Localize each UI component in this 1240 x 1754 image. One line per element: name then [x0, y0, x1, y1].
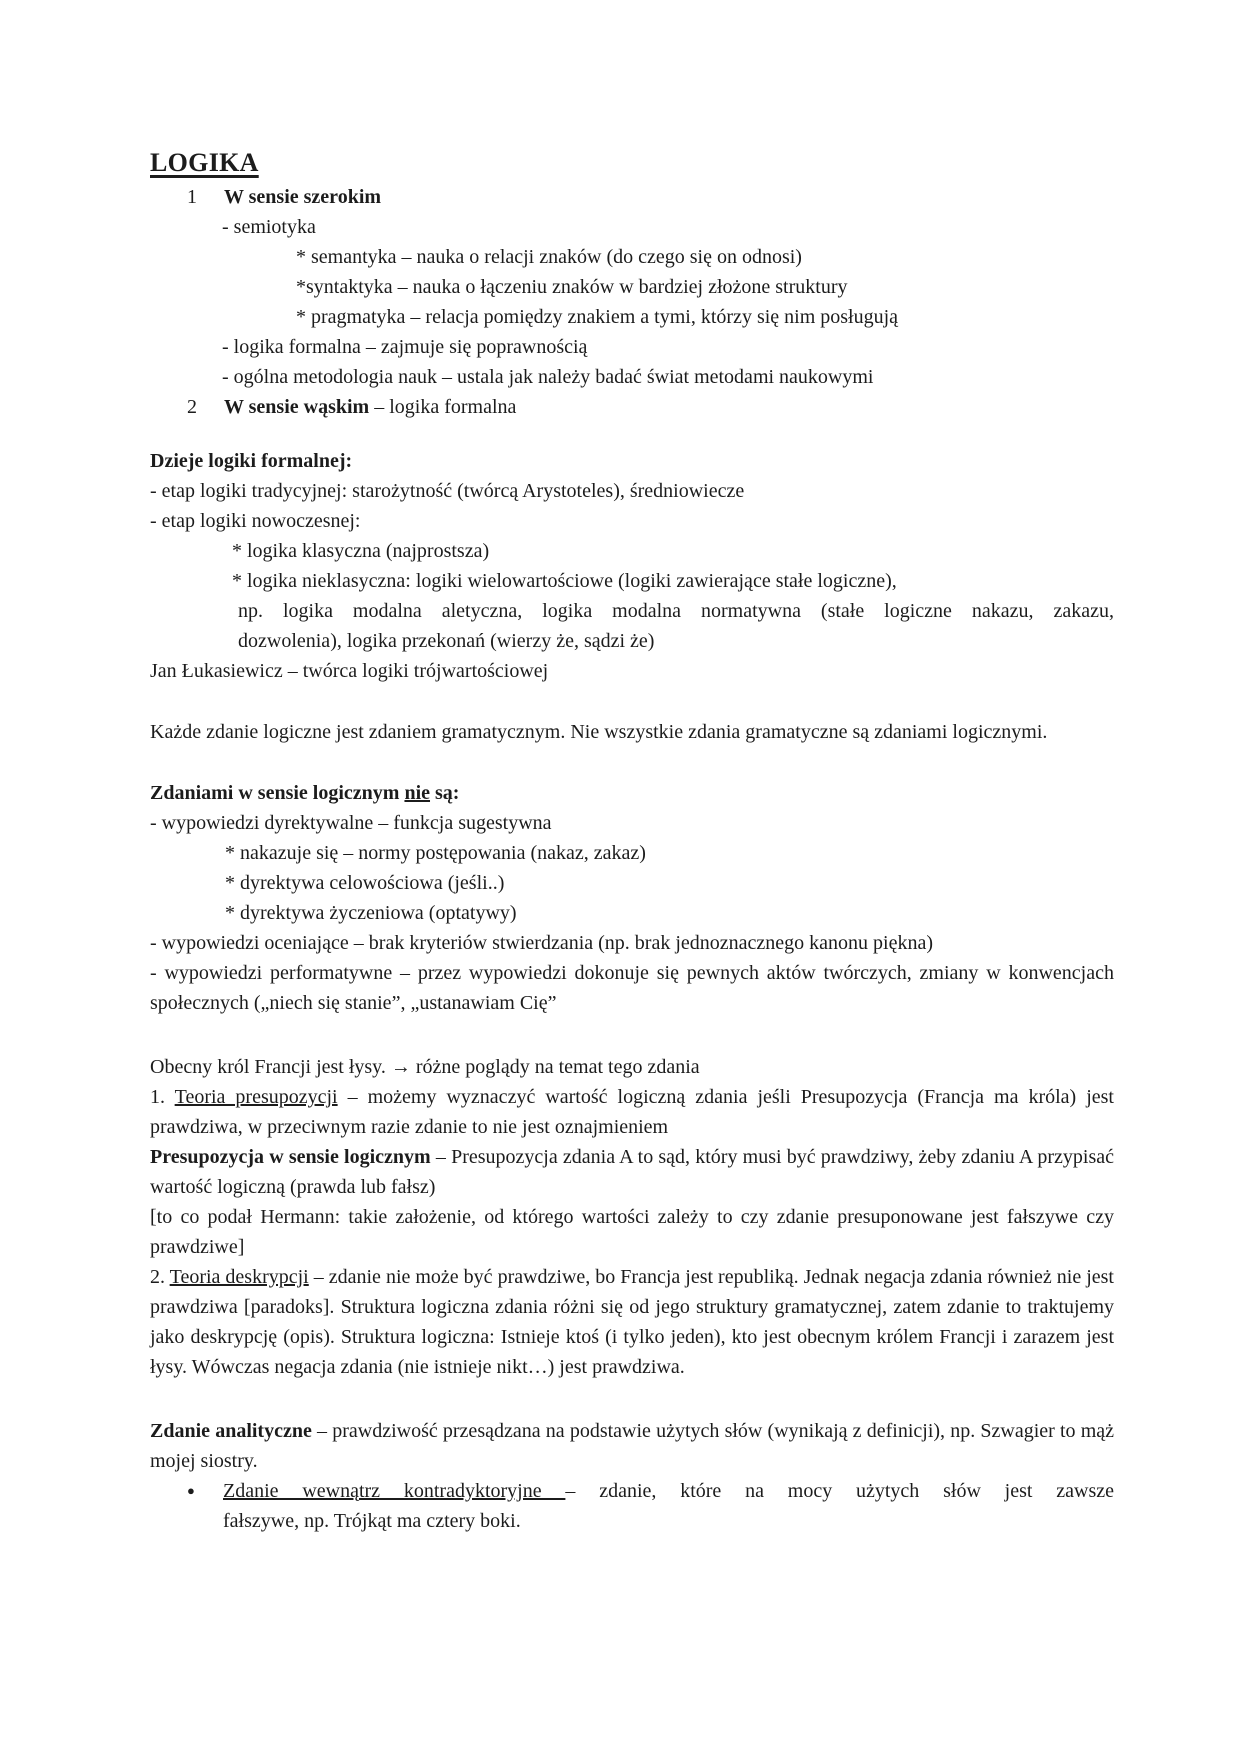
bullet-icon: ●: [187, 1483, 195, 1498]
paragraph-teoria-deskrypcji: [150, 1262, 1114, 1382]
teoria-2-title-underlined: Teoria deskrypcji: [169, 1266, 309, 1288]
teoria-2-number: 2.: [150, 1266, 170, 1288]
heading-pre: Zdaniami w sensie logicznym: [150, 782, 405, 804]
heading-nie-underlined: nie: [404, 782, 431, 804]
bullet-line-1: [223, 1476, 1114, 1506]
line-nieklasyczna-przyklady-1: np. logika modalna aletyczna, logika modalna normatywna (stałe logiczne nakazu, zakazu,: [238, 600, 1114, 622]
line-semantyka: * semantyka – nauka o relacji znaków (do czego się on odnosi): [296, 246, 802, 268]
list-label-waskim: [224, 392, 1114, 422]
bullet-lead-underlined: Zdanie wewnątrz kontradyktoryjne: [223, 1480, 566, 1502]
paragraph-teoria-presupozycji: [150, 1082, 1114, 1142]
numbered-item-1: [150, 182, 1114, 212]
line-semiotyka: - semiotyka: [222, 216, 316, 238]
line-dyrektywalne: - wypowiedzi dyrektywalne – funkcja sugestywna: [150, 812, 552, 834]
line-nakazuje-sie: * nakazuje się – normy postępowania (nakaz, zakaz): [225, 842, 646, 864]
paragraph-zdanie-analityczne: [150, 1416, 1114, 1476]
list-number: 1: [187, 186, 197, 208]
bullet-rest: – zdanie, które na mocy użytych słów jest zawsze: [565, 1480, 1114, 1502]
line-pragmatyka: * pragmatyka – relacja pomiędzy znakiem a tymi, którzy się nim posługują: [296, 306, 899, 328]
line-syntaktyka: *syntaktyka – nauka o łączeniu znaków w bardziej złożone struktury: [296, 276, 848, 298]
paragraph-presupozycja-definicja: [150, 1142, 1114, 1202]
presupozycja-lead-bold: Presupozycja w sensie logicznym: [150, 1146, 431, 1168]
bullet-item-kontradyktoryjne: [150, 1476, 1114, 1536]
heading-dzieje-logiki: Dzieje logiki formalnej:: [150, 450, 353, 472]
teoria-1-title-underlined: Teoria presupozycji: [174, 1086, 338, 1108]
line-obecny-krol: Obecny król Francji jest łysy. → różne poglądy na temat tego zdania: [150, 1056, 700, 1078]
list-label-waskim-bold: W sensie wąskim: [224, 396, 370, 418]
line-nieklasyczna-przyklady-2: dozwolenia), logika przekonań (wierzy że, sądzi że): [238, 630, 655, 652]
line-oceniajace: - wypowiedzi oceniające – brak kryteriów stwierdzania (np. brak jednoznacznego kanonu piękna): [150, 932, 934, 954]
page-title: [150, 146, 1114, 180]
teoria-1-number: 1.: [150, 1086, 175, 1108]
paragraph-performatywne: - wypowiedzi performatywne – przez wypowiedzi dokonuje się pewnych aktów twórczych, zmiany w konwencjach społecznych („niech się stanie”, „ustanawiam Cię”: [150, 962, 1114, 1014]
line-etap-nowoczesnej: - etap logiki nowoczesnej:: [150, 510, 361, 532]
teoria-2-text: – zdanie nie może być prawdziwe, bo Francja jest republiką. Jednak negacja zdania również nie jest prawdziwa [paradoks]. Struktura logiczna zdania różni się od jego struktury gramatycznej, zatem zdanie to traktujemy jako deskrypcję (opis). Struktura logiczna: Istnieje ktoś (i tylko jeden), kto jest obecnym królem Francji i zarazem jest łysy. Wówczas negacja zdania (nie istnieje nikt…) jest prawdziwa.: [150, 1266, 1114, 1378]
numbered-item-2: [150, 392, 1114, 422]
paragraph-hermann: [to co podał Hermann: takie założenie, od którego wartości zależy to czy zdanie presuponowane jest fałszywe czy prawdziwe]: [150, 1206, 1114, 1258]
teoria-1-text: – możemy wyznaczyć wartość logiczną zdania jeśli Presupozycja (Francja ma króla) jest prawdziwa, w przeciwnym razie zdanie to nie jest oznajmieniem: [150, 1086, 1114, 1138]
heading-zdaniami-nie-sa: [150, 778, 1114, 808]
page-title-text: LOGIKA: [150, 148, 259, 177]
zdanie-analityczne-text: – prawdziwość przesądzana na podstawie użytych słów (wynikają z definicji), np. Szwagier to mąż mojej siostry.: [150, 1420, 1115, 1472]
line-logika-formalna: - logika formalna – zajmuje się poprawnością: [222, 336, 588, 358]
line-dyrektywa-zyczeniowa: * dyrektywa życzeniowa (optatywy): [225, 902, 517, 924]
line-metodologia: - ogólna metodologia nauk – ustala jak należy badać świat metodami naukowymi: [222, 366, 874, 388]
line-lukasiewicz: Jan Łukasiewicz – twórca logiki trójwartościowej: [150, 660, 549, 682]
bullet-line-2: fałszywe, np. Trójkąt ma cztery boki.: [223, 1510, 521, 1532]
line-logika-klasyczna: * logika klasyczna (najprostsza): [232, 540, 490, 562]
line-logika-nieklasyczna: * logika nieklasyczna: logiki wielowartościowe (logiki zawierające stałe logiczne),: [232, 570, 897, 592]
line-dyrektywa-celowosciowa: * dyrektywa celowościowa (jeśli..): [225, 872, 505, 894]
list-label-waskim-rest: – logika formalna: [369, 396, 517, 418]
line-etap-tradycyjnej: - etap logiki tradycyjnej: starożytność (twórcą Arystoteles), średniowiecze: [150, 480, 745, 502]
paragraph-kazde-zdanie: Każde zdanie logiczne jest zdaniem gramatycznym. Nie wszystkie zdania gramatyczne są zdaniami logicznymi.: [150, 721, 1048, 743]
heading-post: są:: [430, 782, 460, 804]
bullet-text: [223, 1476, 1114, 1536]
list-number: 2: [187, 396, 197, 418]
zdanie-analityczne-lead-bold: Zdanie analityczne: [150, 1420, 312, 1442]
presupozycja-text: – Presupozycja zdania A to sąd, który musi być prawdziwy, żeby zdaniu A przypisać wartość logiczną (prawda lub fałsz): [150, 1146, 1114, 1198]
list-label-szerokim: W sensie szerokim: [224, 186, 382, 208]
